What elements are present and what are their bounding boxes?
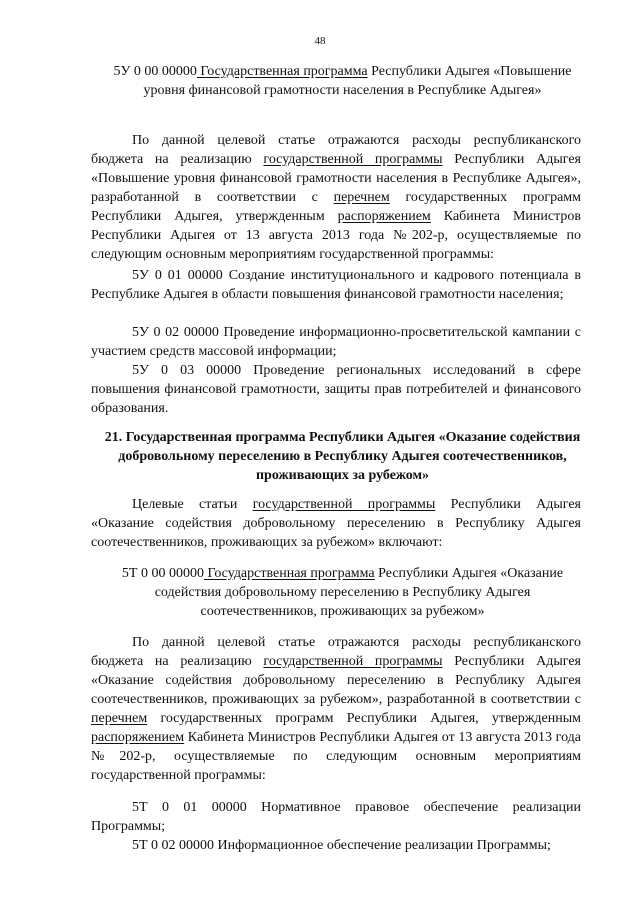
page-number: 48	[314, 35, 326, 47]
list-item: 5У 0 03 00000 Проведение региональных исследований в сфере повышения финансовой грамотности, защиты прав потребителей и финансового образования.	[91, 363, 581, 416]
list-item: 5Т 0 02 00000 Информационное обеспечение реализации Программы;	[132, 838, 551, 853]
program-link[interactable]: государственной программы	[252, 497, 436, 512]
list-link[interactable]: перечнем	[333, 190, 390, 205]
order-link[interactable]: распоряжением	[91, 730, 185, 745]
list-link[interactable]: перечнем	[91, 711, 148, 726]
list-item: 5Т 0 01 00000 Нормативное правовое обеспечение реализации Программы;	[91, 800, 581, 834]
article-title: Республики Адыгея «Повышение уровня финансовой грамотности населения в Республике Адыгея»	[143, 64, 572, 98]
article-title: Республики Адыгея «Оказание содействия добровольному переселению в Республику Адыгея соотечественников, проживающих за рубежом»	[154, 566, 564, 619]
article-code: 5Т 0 00 00000	[121, 566, 204, 581]
article-description-5t: По данной целевой статье отражаются расходы республиканского бюджета на реализацию государственной программы Республики Адыгея «Оказание содействия добровольному переселению в Республику Адыгея соотечественников, проживающих за рубежом», разработанной в соответствии с перечнем государственных программ Республики Адыгея, утвержденным распоряжением Кабинета Министров Республики Адыгея от 13 августа 2013 года №202-р, осуществляемые по следующим основным мероприятиям государственной программы:	[91, 635, 581, 783]
section-title-21: 21. Государственная программа Республики Адыгея «Оказание содействия добровольному переселению в Республику Адыгея соотечественников, проживающих за рубежом»	[104, 430, 581, 483]
order-link[interactable]: распоряжением	[337, 209, 431, 224]
program-link[interactable]: Государственная программа	[203, 566, 375, 581]
target-article-heading-5t	[95, 564, 590, 621]
target-article-heading-5u	[95, 62, 590, 100]
program-link[interactable]: государственной программы	[263, 654, 443, 669]
list-item: 5У 0 02 00000 Проведение информационно-просветительской кампании с участием средств массовой информации;	[91, 325, 581, 359]
program-link[interactable]: Государственная программа	[196, 64, 368, 79]
section-intro-21: Целевые статьи государственной программы Республики Адыгея «Оказание содействия добровольному переселению в Республику Адыгея соотечественников, проживающих за рубежом» включают:	[91, 497, 581, 550]
list-item: 5У 0 01 00000 Создание институционального и кадрового потенциала в Республике Адыгея в области повышения финансовой грамотности населения;	[91, 268, 581, 302]
article-code: 5У 0 00 00000	[113, 64, 197, 79]
program-link[interactable]: государственной программы	[263, 152, 443, 167]
article-description-5u: По данной целевой статье отражаются расходы республиканского бюджета на реализацию государственной программы Республики Адыгея «Повышение уровня финансовой грамотности населения в Республике Адыгея», разработанной в соответствии с перечнем государственных программ Республики Адыгея, утвержденным распоряжением Кабинета Министров Республики Адыгея от 13 августа 2013 года №202-р, осуществляемые по следующим основным мероприятиям государственной программы:	[91, 133, 582, 262]
